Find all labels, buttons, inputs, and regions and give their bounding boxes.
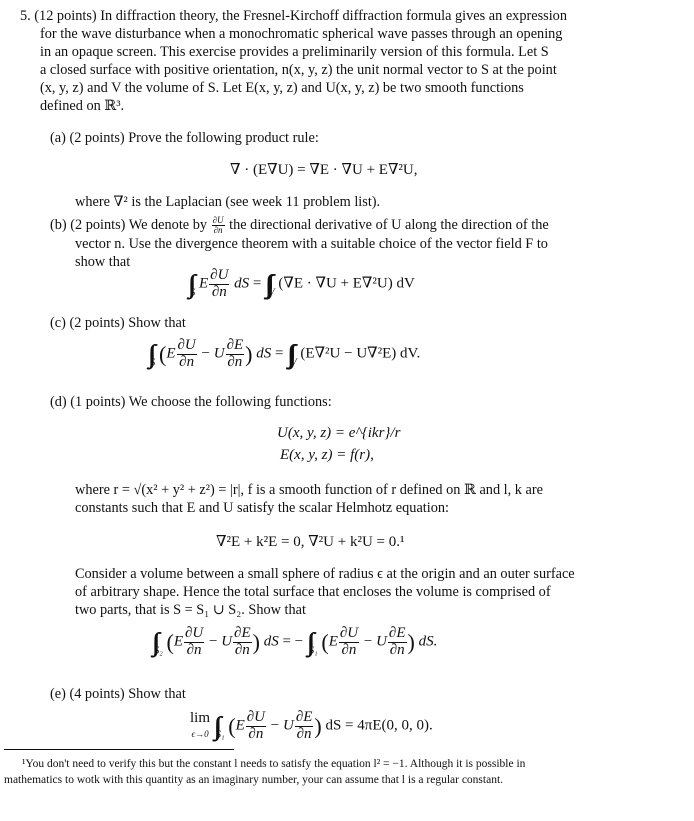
part-d-where-line-2: constants such that E and U satisfy the scalar Helmhotz equation: xyxy=(75,500,450,516)
part-e-equation: lim ϵ→0 $\int\int_{S_1}$ (E $\frac{\partial U}{\partial n}$ − U $\frac{\partial E}{\partial n}$ ) dS = 4πE(0, 0, 0). xyxy=(190,709,433,742)
double-integral-symbol: ∫∫ xyxy=(148,339,151,369)
triple-integral-symbol: ∫∫∫ xyxy=(287,339,291,369)
part-d-eq-1: U(x, y, z) = e^{ikr}/r xyxy=(277,425,401,441)
problem-line-4: a closed surface with positive orientation, n(x, y, z) the unit normal vector to S at the point xyxy=(40,62,557,78)
part-d-consider-1: Consider a volume between a small sphere of radius ϵ at the origin and an outer surface xyxy=(75,566,575,582)
double-integral-symbol: ∫∫ xyxy=(306,627,310,657)
part-d-eq-2: E(x, y, z) = f(r), xyxy=(280,447,374,463)
footnote-line-2: mathematics to wotk with this quantity as an imaginary number, your can assume that l is a regular constant. xyxy=(4,774,504,786)
part-e-equation-rhs: dS = 4πE(0, 0, 0). xyxy=(325,717,433,734)
problem-line-1: 5. (12 points) In diffraction theory, the Fresnel-Kirchoff diffraction formula gives an expression xyxy=(20,8,567,24)
problem-line-6: defined on ℝ³. xyxy=(40,98,125,114)
part-b-line-1 xyxy=(50,216,549,236)
problem-line-5: (x, y, z) and V the volume of S. Let E(x, y, z) and U(x, y, z) be two smooth functions xyxy=(40,80,524,96)
part-c-equation: $\int\int_S$ (E $\frac{\partial U}{\partial n}$ − U $\frac{\partial E}{\partial n}$ ) dS = $\int\int\int_V$ (E∇²U − U∇²E) dV. xyxy=(148,337,421,370)
part-a-label: (a) (2 points) Prove the following product rule: xyxy=(50,130,319,146)
helmholtz-equations: ∇²E + k²E = 0, ∇²U + k²U = 0.¹ xyxy=(216,534,405,550)
triple-integral-symbol: ∫∫∫ xyxy=(265,269,269,299)
part-b-line-1-pre: (b) (2 points) We denote by xyxy=(50,217,208,234)
problem-line-2: for the wave disturbance when a monochromatic spherical wave passes through an opening xyxy=(40,26,563,42)
double-integral-symbol: ∫∫ xyxy=(152,627,155,657)
part-d-consider-3: two parts, that is S = S₁ ∪ S₂. Show that xyxy=(75,602,306,618)
part-d-consider-2: of arbitrary shape. Hence the total surface that encloses the volume is comprised of xyxy=(75,584,551,600)
footnote-divider xyxy=(4,749,234,750)
part-b-line-2: vector n. Use the divergence theorem with a suitable choice of the vector field F to xyxy=(75,236,548,252)
footnote-line-1: ¹You don't need to verify this but the constant l needs to satisfy the equation l² = −1. Although it is possible in xyxy=(22,758,526,770)
part-c-equation-rhs: (E∇²U − U∇²E) dV. xyxy=(300,345,421,362)
part-b-line-3: show that xyxy=(75,254,131,270)
dU-dn-fraction: $\frac{\partial U}{\partial n}$ xyxy=(212,215,224,236)
part-b-equation-rhs: (∇E · ∇U + E∇²U) dV xyxy=(278,275,415,292)
part-d-where-line-1: where r = √(x² + y² + z²) = |r|, f is a smooth function of r defined on ℝ and l, k are xyxy=(75,482,543,498)
part-b-equation: $\int\int_S$ E $\frac{\partial U}{\partial n}$ dS = $\int\int\int_V$ (∇E · ∇U + E∇²U) dV xyxy=(188,267,415,300)
double-integral-symbol: ∫∫ xyxy=(188,269,191,299)
part-a-where: where ∇² is the Laplacian (see week 11 problem list). xyxy=(75,194,381,210)
double-integral-symbol: ∫∫ xyxy=(213,711,217,741)
part-a-equation: ∇ · (E∇U) = ∇E · ∇U + E∇²U, xyxy=(230,162,418,178)
part-c-label: (c) (2 points) Show that xyxy=(50,315,186,331)
part-d-label: (d) (1 points) We choose the following functions: xyxy=(50,394,332,410)
part-d-equation: $\int\int_{S_2}$ (E $\frac{\partial U}{\partial n}$ − U $\frac{\partial E}{\partial n}$ ) dS = − $\int\int_{S_1}$ (E $\frac{\partial U}{\partial n}$ − U $\frac{\partial E}{\partial n}$ ) dS. xyxy=(152,625,438,658)
part-e-label: (e) (4 points) Show that xyxy=(50,686,186,702)
problem-line-3: in an opaque screen. This exercise provides a preliminarily version of this formula. Let S xyxy=(40,44,549,60)
part-b-line-1-post: the directional derivative of U along the direction of the xyxy=(229,217,549,234)
